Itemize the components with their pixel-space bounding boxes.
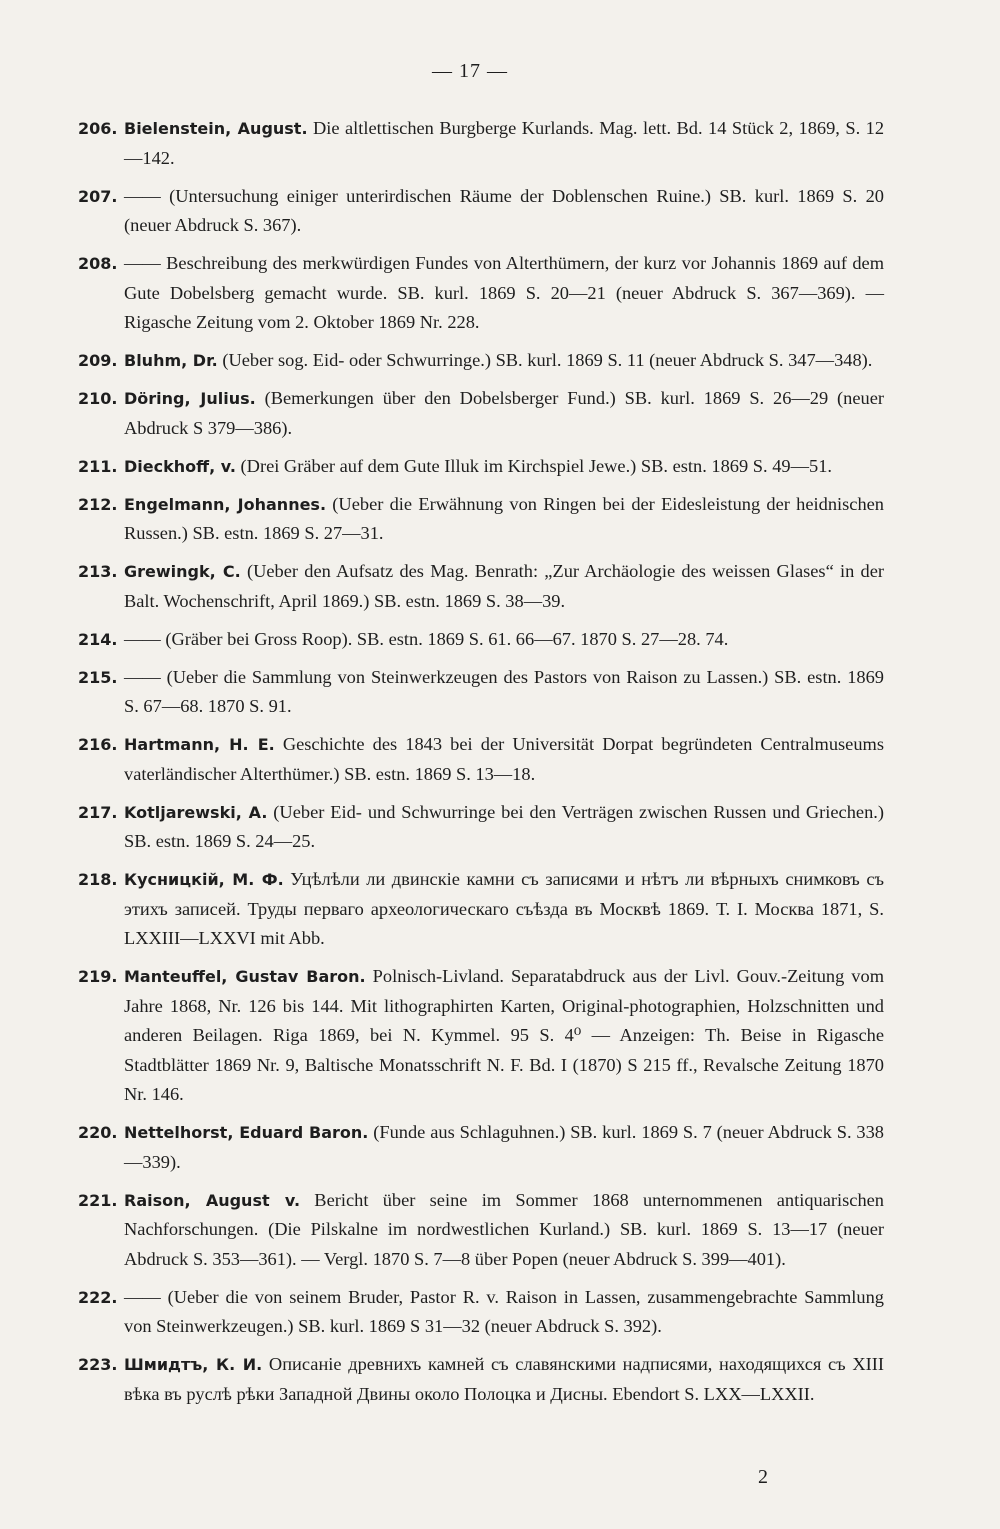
bibliography-entry xyxy=(78,346,884,376)
entry-author: Kotljarewski, A. xyxy=(124,802,268,822)
bibliography-entry xyxy=(78,865,884,954)
entry-author: Bielenstein, August. xyxy=(124,119,308,138)
entry-number: 215. xyxy=(78,667,118,687)
entry-text: —— (Ueber die Sammlung von Steinwerkzeugen des Pastors von Raison zu Lassen.) SB. estn. 1869 S. 67—68. 1870 S. 91. xyxy=(124,666,884,716)
entry-number: 211. xyxy=(78,456,118,476)
entry-author: Dieckhoff, v. xyxy=(124,456,236,476)
entry-text: Уцѣлѣли ли двинскіе камни съ записями и нѣтъ ли вѣрныхъ снимковъ съ этихъ записей. Труды перваго археологическаго съѣзда въ Москвѣ 1869. Т. I. Москва 1871, S. LXXIII—LXXVI mit Abb. xyxy=(124,869,884,948)
entry-number: 212. xyxy=(78,494,118,514)
bibliography-entry xyxy=(78,962,884,1110)
entry-body xyxy=(124,1350,884,1409)
bibliography-entry xyxy=(78,1350,884,1409)
entry-number: 213. xyxy=(78,562,118,581)
entry-number: 210. xyxy=(78,389,118,408)
entry-text: (Bemerkungen über den Dobelsberger Fund.) SB. kurl. 1869 S. 26—29 (neuer Abdruck S 379—386). xyxy=(124,388,884,438)
entry-author: Кусницкій, М. Ф. xyxy=(124,870,284,889)
entry-author: Engelmann, Johannes. xyxy=(124,494,327,514)
bibliography-entry xyxy=(78,490,884,549)
entry-author: Nettelhorst, Eduard Baron. xyxy=(124,1123,369,1142)
entry-body xyxy=(124,114,884,173)
entry-body xyxy=(124,625,884,655)
entry-number: 217. xyxy=(78,802,118,822)
entry-number: 209. xyxy=(78,351,118,370)
entry-text: (Ueber sog. Eid- oder Schwurringe.) SB. kurl. 1869 S. 11 (neuer Abdruck S. 347—348). xyxy=(217,350,873,370)
entry-body xyxy=(124,865,884,954)
entry-author: Шмидтъ, К. И. xyxy=(124,1355,263,1374)
entry-author: Raison, August v. xyxy=(124,1190,301,1210)
page-number: — 17 — xyxy=(432,60,508,82)
entry-number: 218. xyxy=(78,870,118,889)
bibliography-entry xyxy=(78,249,884,338)
entry-text: —— (Ueber die von seinem Bruder, Pastor R. v. Raison in Lassen, zusammengebrachte Sammlung von Steinwerkzeugen.) SB. kurl. 1869 S 31—32 (neuer Abdruck S. 392). xyxy=(124,1286,884,1336)
bibliography-entry xyxy=(78,557,884,616)
signature-mark: 2 xyxy=(758,1466,768,1488)
entry-body xyxy=(124,1118,884,1177)
bibliography-entry xyxy=(78,452,884,482)
entry-author: Grewingk, C. xyxy=(124,562,241,581)
entry-text: (Ueber Eid- und Schwurringe bei den Verträgen zwischen Russen und Griechen.) SB. estn. 1869 S. 24—25. xyxy=(124,801,884,851)
entry-text: Die altlettischen Burgberge Kurlands. Mag. lett. Bd. 14 Stück 2, 1869, S. 12—142. xyxy=(124,118,885,168)
bibliography-entry xyxy=(78,384,884,443)
bibliography-entry xyxy=(78,730,884,789)
entry-text: (Ueber den Aufsatz des Mag. Benrath: „Zur Archäologie des weissen Glases“ in der Balt. Wochenschrift, April 1869.) SB. estn. 1869 S. 38—39. xyxy=(124,561,885,611)
entry-text: —— (Gräber bei Gross Roop). SB. estn. 1869 S. 61. 66—67. 1870 S. 27—28. 74. xyxy=(124,628,729,649)
entry-number: 207. xyxy=(78,186,118,206)
entry-body xyxy=(124,798,884,857)
entry-body xyxy=(124,730,884,789)
entry-author: Manteuffel, Gustav Baron. xyxy=(124,967,366,986)
entry-text: (Ueber die Erwähnung von Ringen bei der Eidesleistung der heidnischen Russen.) SB. estn. 1869 S. 27—31. xyxy=(124,493,884,543)
entry-text: (Drei Gräber auf dem Gute Illuk im Kirchspiel Jewe.) SB. estn. 1869 S. 49—51. xyxy=(235,455,832,476)
entry-body xyxy=(124,1283,884,1342)
entry-number: 221. xyxy=(78,1190,118,1210)
bibliography-list xyxy=(78,114,884,1418)
entry-number: 208. xyxy=(78,254,118,273)
entry-body xyxy=(124,962,884,1110)
entry-text: Geschichte des 1843 bei der Universität Dorpat begründeten Centralmuseums vaterländischer Alterthümer.) SB. estn. 1869 S. 13—18. xyxy=(124,734,885,784)
entry-author: Döring, Julius. xyxy=(124,389,256,408)
bibliography-entry xyxy=(78,1118,884,1177)
entry-body xyxy=(124,452,884,482)
entry-number: 219. xyxy=(78,967,118,986)
bibliography-entry xyxy=(78,798,884,857)
entry-number: 206. xyxy=(78,119,118,138)
entry-body xyxy=(124,182,884,241)
entry-text: —— (Untersuchung einiger unterirdischen Räume der Doblenschen Ruine.) SB. kurl. 1869 S. 20 (neuer Abdruck S. 367). xyxy=(124,185,884,235)
entry-author: Bluhm, Dr. xyxy=(124,351,218,370)
entry-number: 220. xyxy=(78,1123,118,1142)
entry-text: —— Beschreibung des merkwürdigen Fundes von Alterthümern, der kurz vor Johannis 1869 auf dem Gute Dobelsberg gemacht wurde. SB. kurl. 1869 S. 20—21 (neuer Abdruck S. 367—369). — Rigasche Zeitung vom 2. Oktober 1869 Nr. 228. xyxy=(124,253,884,332)
bibliography-entry xyxy=(78,1283,884,1342)
entry-text: Описаніе древнихъ камней съ славянскими надписями, находящихся съ XIII вѣка въ руслѣ рѣки Западной Двины около Полоцка и Дисны. Ebendort S. LXX—LXXII. xyxy=(124,1354,884,1404)
bibliography-entry xyxy=(78,114,884,173)
bibliography-entry xyxy=(78,663,884,722)
bibliography-entry xyxy=(78,625,884,655)
entry-text: Bericht über seine im Sommer 1868 unternommenen antiquarischen Nachforschungen. (Die Pilskalne im nordwestlichen Kurland.) SB. kurl. 1869 S. 13—17 (neuer Abdruck S. 353—361). — Vergl. 1870 S. 7—8 über Popen (neuer Abdruck S. 399—401). xyxy=(124,1189,884,1269)
entry-number: 222. xyxy=(78,1287,118,1307)
entry-body xyxy=(124,663,884,722)
entry-body xyxy=(124,249,884,338)
entry-author: Hartmann, H. E. xyxy=(124,735,275,754)
entry-number: 223. xyxy=(78,1355,118,1374)
entry-text: Polnisch-Livland. Separatabdruck aus der Livl. Gouv.-Zeitung vom Jahre 1868, Nr. 126 bis 144. Mit lithographirten Karten, Original-photographien, Holzschnitten und anderen Beilagen. Riga 1869, bei N. Kymmel. 95 S. 4⁰ — Anzeigen: Th. Beise in Rigasche Stadtblätter 1869 Nr. 9, Baltische Monatsschrift N. F. Bd. I (1870) S 215 ff., Revalsche Zeitung 1870 Nr. 146. xyxy=(124,966,884,1104)
entry-body xyxy=(124,384,884,443)
entry-body xyxy=(124,557,884,616)
entry-text: (Funde aus Schlaguhnen.) SB. kurl. 1869 S. 7 (neuer Abdruck S. 338—339). xyxy=(124,1122,885,1172)
bibliography-entry xyxy=(78,182,884,241)
entry-body xyxy=(124,490,884,549)
entry-body xyxy=(124,1186,884,1275)
entry-body xyxy=(124,346,884,376)
bibliography-entry xyxy=(78,1186,884,1275)
entry-number: 216. xyxy=(78,735,118,754)
entry-number: 214. xyxy=(78,629,118,649)
